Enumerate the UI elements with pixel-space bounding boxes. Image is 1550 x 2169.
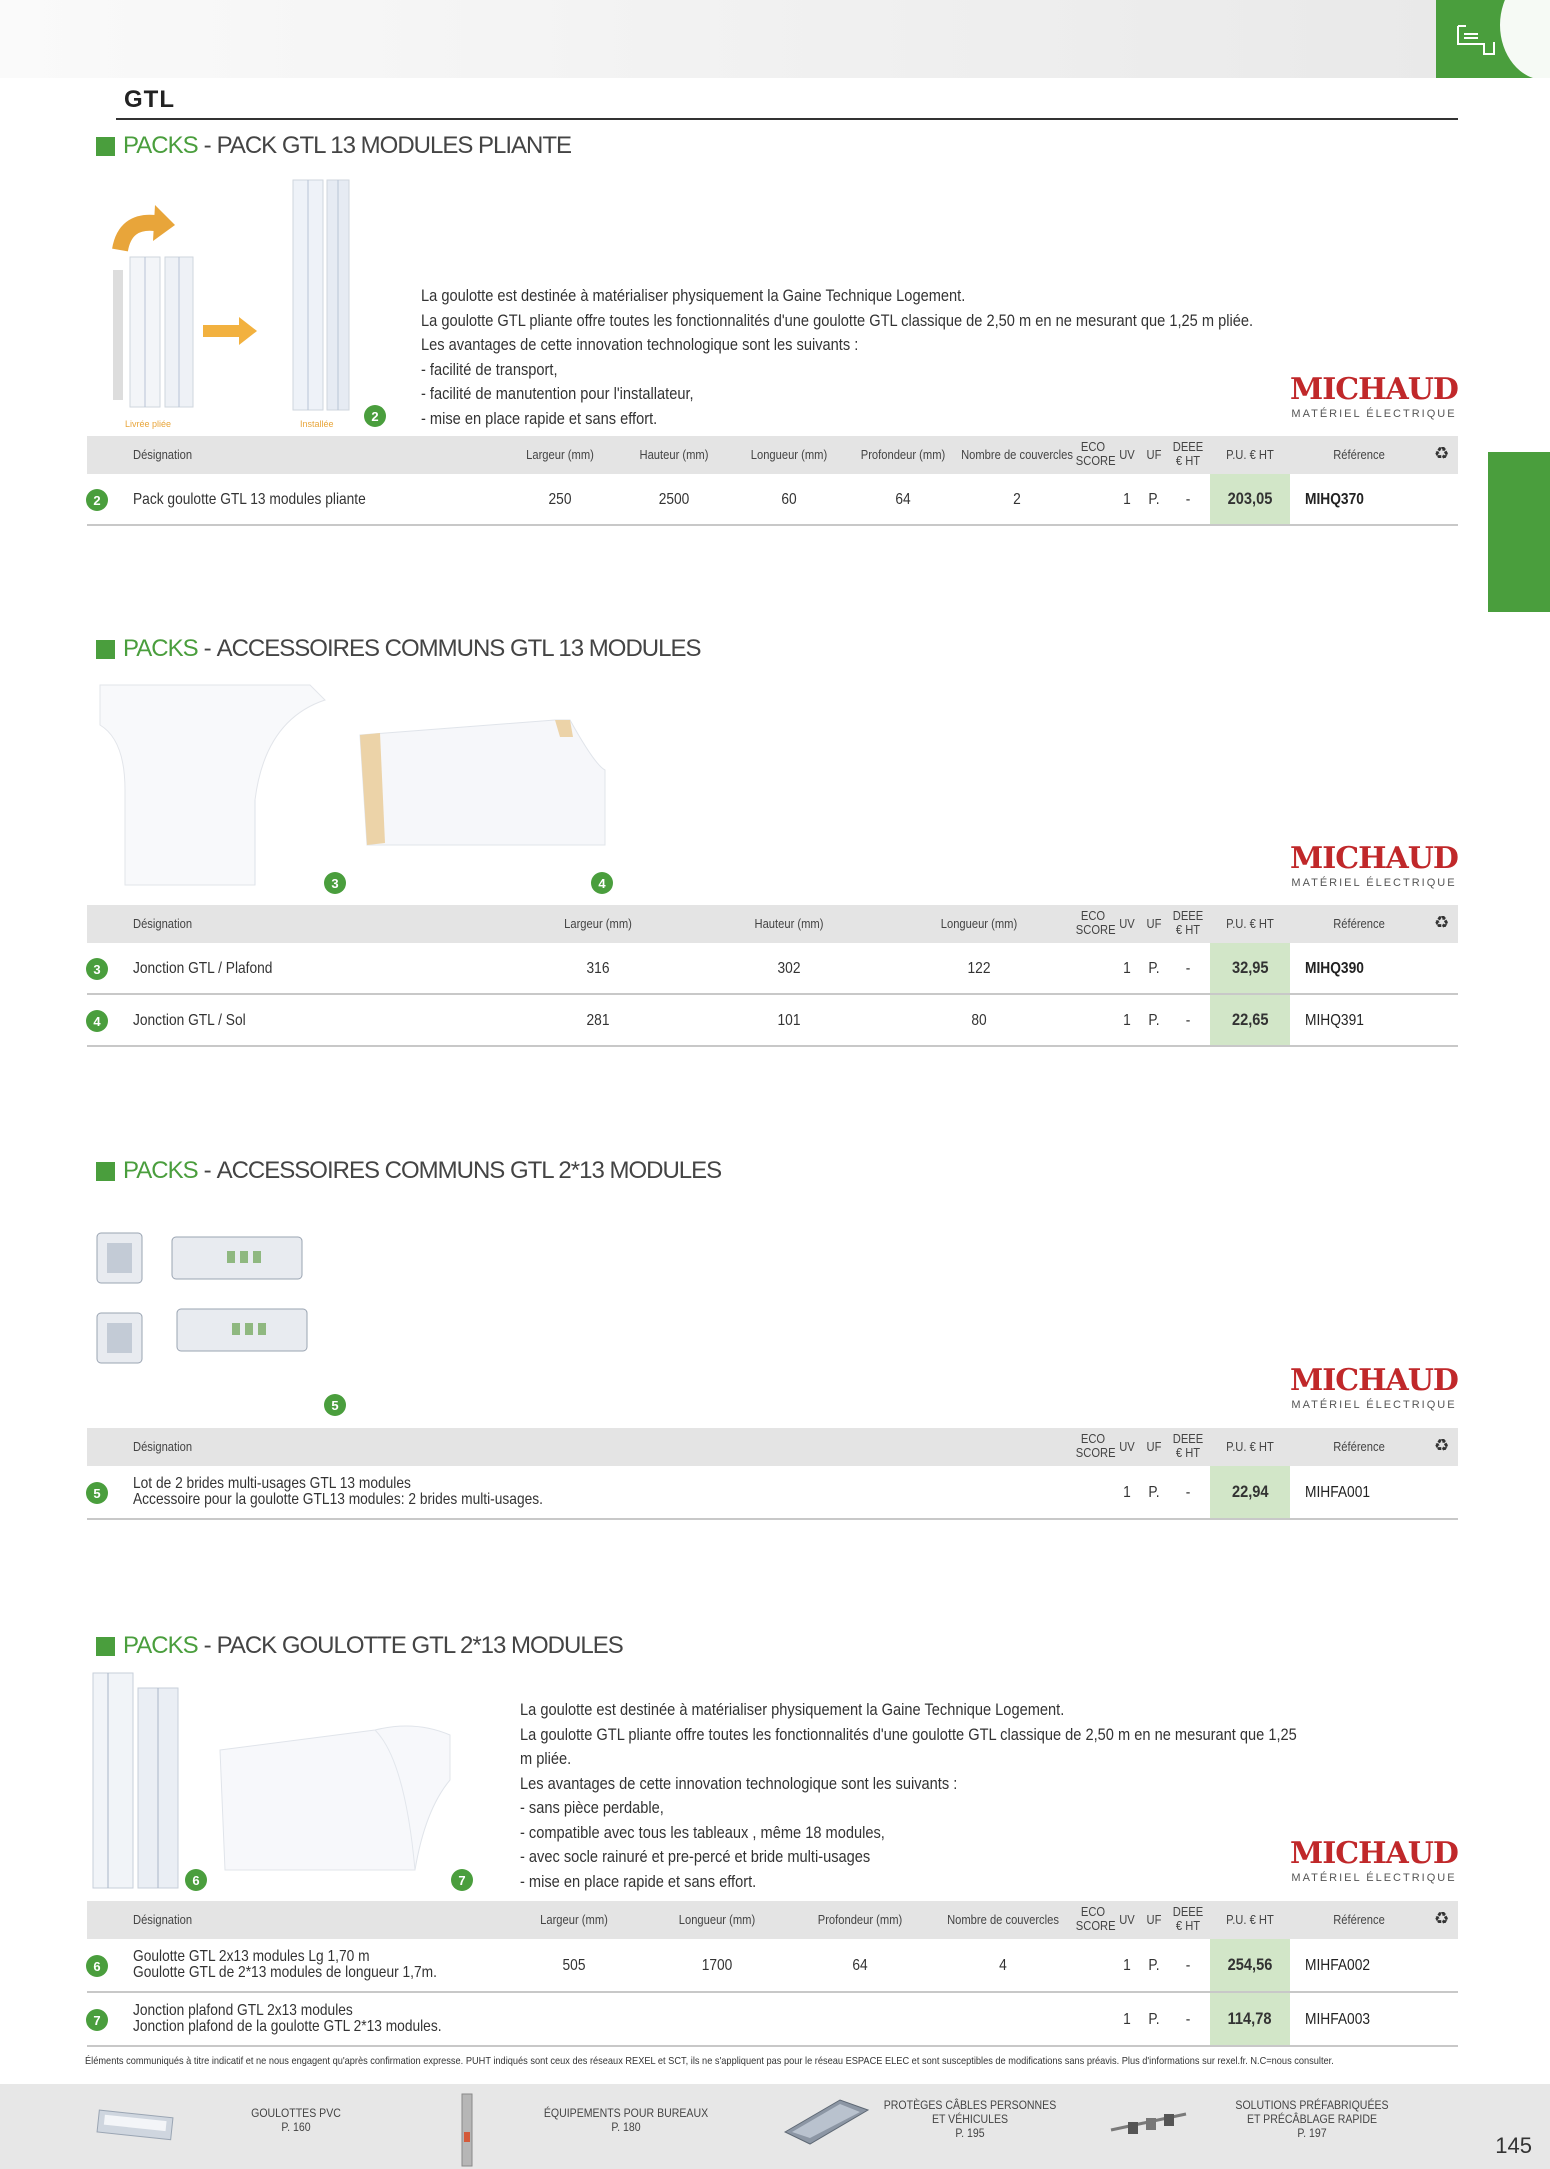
brand-logo-michaud: MICHAUD MATÉRIEL ÉLECTRIQUE: [1290, 372, 1458, 420]
product-number-badge: 7: [451, 1869, 473, 1891]
bullet-square: [96, 1637, 115, 1656]
floor-box-thumbnail-icon: [452, 2092, 482, 2168]
table-row: 7 Jonction plafond GTL 2x13 modules Jonction plafond de la goulotte GTL 2*13 modules. 1 P. - 114,78 MIHFA003: [87, 1993, 1458, 2047]
brand-logo-michaud: MICHAUD MATÉRIEL ÉLECTRIQUE: [1290, 1836, 1458, 1884]
page-number: 145: [1495, 2133, 1532, 2158]
recycle-icon: ♻: [1434, 1909, 1450, 1928]
duct-thumbnail-icon: [96, 2092, 176, 2152]
recycle-icon: ♻: [1434, 913, 1450, 932]
label-installee: Installée: [300, 419, 334, 429]
table-header: Désignation Largeur (mm) Longueur (mm) Profondeur (mm) Nombre de couvercles ECO SCORE UV UF DEEE € HT P.U. € HT Référence ♻: [87, 1901, 1458, 1939]
product-image-brackets: [92, 1225, 332, 1385]
product-image-duct-2x13: [88, 1668, 188, 1893]
bottom-nav: [0, 2084, 1550, 2169]
cable-protector-thumbnail-icon: [780, 2092, 870, 2152]
bullet-square: [96, 137, 115, 156]
prewired-thumbnail-icon: [1106, 2092, 1196, 2152]
section-title: PACKS - ACCESSOIRES COMMUNS GTL 2*13 MODULES: [96, 1157, 721, 1185]
product-number-badge: 4: [591, 872, 613, 894]
corner-tab: [1436, 0, 1550, 78]
product-number-badge: 2: [364, 405, 386, 427]
product-number-badge: 3: [324, 872, 346, 894]
table-row: 5 Lot de 2 brides multi-usages GTL 13 modules Accessoire pour la goulotte GTL13 modules: 2 brides multi-usages. 1 P. - 22,94 MIHFA001: [87, 1466, 1458, 1520]
product-image-ceiling-junction: [95, 680, 355, 890]
table-row: 2 Pack goulotte GTL 13 modules pliante 250 2500 60 64 2 1 P. - 203,05 MIHQ370: [87, 474, 1458, 526]
table-header: Désignation ECO SCORE UV UF DEEE € HT P.U. € HT Référence ♻: [87, 1428, 1458, 1466]
section-title: PACKS - PACK GOULOTTE GTL 2*13 MODULES: [96, 1632, 623, 1660]
product-description: La goulotte est destinée à matérialiser physiquement la Gaine Technique Logement. La goulotte GTL pliante offre toutes les fonctionnalités d'une goulotte GTL classique de 2,50 m en ne mesurant que 1,25 m pliée. Les avantages de cette innovation technologique sont les suivants : - facilité de transport, - facilité de manutention pour l'installateur, - mise en place rapide et sans effort.: [421, 286, 1254, 428]
side-thumb-tab: [1488, 452, 1550, 612]
product-image-folding-duct: [95, 175, 365, 430]
table-row: 4 Jonction GTL / Sol 281 101 80 1 P. - 22,65 MIHQ391: [87, 995, 1458, 1047]
bullet-square: [96, 640, 115, 659]
product-number-badge: 6: [185, 1869, 207, 1891]
table-row: 6 Goulotte GTL 2x13 modules Lg 1,70 m Goulotte GTL de 2*13 modules de longueur 1,7m. 505 1700 64 4 1 P. - 254,56 MIHFA002: [87, 1939, 1458, 1993]
cable-tray-icon: [1454, 22, 1498, 58]
bottom-nav-equipements-bureaux[interactable]: ÉQUIPEMENTS POUR BUREAUX P. 180: [390, 2084, 780, 2169]
brand-logo-michaud: MICHAUD MATÉRIEL ÉLECTRIQUE: [1290, 1363, 1458, 1411]
page-section-label: GTL: [124, 86, 175, 113]
recycle-icon: ♻: [1434, 444, 1450, 463]
recycle-icon: ♻: [1434, 1436, 1450, 1455]
bottom-nav-goulottes-pvc[interactable]: GOULOTTES PVC P. 160: [0, 2084, 390, 2169]
table-row: 3 Jonction GTL / Plafond 316 302 122 1 P. - 32,95 MIHQ390: [87, 943, 1458, 995]
bottom-nav-solutions-prefabriquees[interactable]: SOLUTIONS PRÉFABRIQUÉES ET PRÉCÂBLAGE RAPIDE P. 197: [1100, 2084, 1450, 2169]
label-livree-pliee: Livrée pliée: [125, 419, 172, 429]
section-title: PACKS - PACK GTL 13 MODULES PLIANTE: [96, 132, 571, 160]
bullet-square: [96, 1162, 115, 1181]
top-banner: [0, 0, 1436, 78]
product-image-ceiling-junction-2x13: [215, 1720, 455, 1880]
product-number-badge: 5: [324, 1394, 346, 1416]
section-title: PACKS - ACCESSOIRES COMMUNS GTL 13 MODULES: [96, 635, 700, 663]
disclaimer-footnote: Éléments communiqués à titre indicatif et ne nous engagent qu'après confirmation expresse. PUHT indiqués sont ceux des réseaux REXEL et SCT, ils ne s'appliquent pas pour le réseau ESPACE ELEC et sont susceptibles de modifications sans préavis. Plus d'informations sur rexel.fr. N.C=nous consulter.: [85, 2055, 1334, 2067]
brand-logo-michaud: MICHAUD MATÉRIEL ÉLECTRIQUE: [1290, 841, 1458, 889]
product-description: La goulotte est destinée à matérialiser physiquement la Gaine Technique Logement. La goulotte GTL pliante offre toutes les fonctionnalités d'une goulotte GTL classique de 2,50 m en ne mesurant que 1,25 m pliée. Les avantages de cette innovation technologique sont les suivants : - sans pièce perdable, - compatible avec tous les tableaux , même 18 modules, - avec socle rainuré et pre-percé et bride multi-usages - mise en place rapide et sans effort.: [520, 1700, 1297, 1891]
table-header: Désignation Largeur (mm) Hauteur (mm) Longueur (mm) Profondeur (mm) Nombre de couvercles ECO SCORE UV UF DEEE € HT P.U. € HT Référence ♻: [87, 436, 1458, 474]
header-rule: [116, 118, 1458, 120]
bottom-nav-proteges-cables[interactable]: PROTÈGES CÂBLES PERSONNES ET VÉHICULES P. 195: [780, 2084, 1100, 2169]
product-image-floor-junction: [355, 715, 620, 855]
table-header: Désignation Largeur (mm) Hauteur (mm) Longueur (mm) ECO SCORE UV UF DEEE € HT P.U. € HT Référence ♻: [87, 905, 1458, 943]
